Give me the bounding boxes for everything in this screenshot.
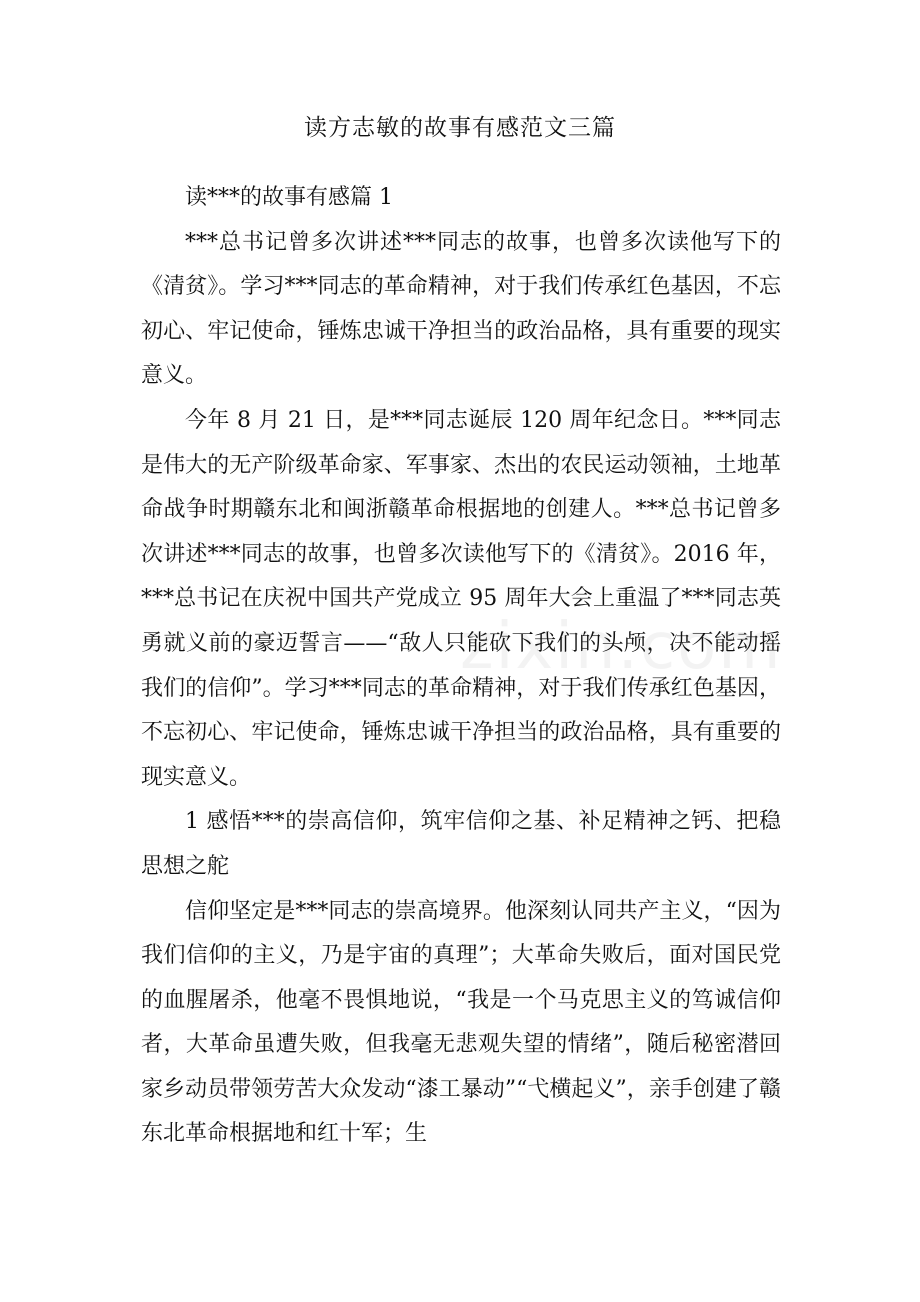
subheading: 1 感悟***的崇高信仰，筑牢信仰之基、补足精神之钙、把稳思想之舵 xyxy=(141,809,781,879)
section-heading: 读***的故事有感篇 1 xyxy=(185,185,393,210)
paragraph: 今年 8 月 21 日，是***同志诞辰 120 周年纪念日。***同志是伟大的无产阶级革命家、军事家、杰出的农民运动领袖，土地革命战争时期赣东北和闽浙赣革命根据地的创建人。***总书记曾多次讲述***同志的故事，也曾多次读他写下的《清贫》。2016 年，***总书记在庆祝中国共产党成立 95 周年大会上重温了***同志英勇就义前的豪迈誓言——“敌人只能砍下我们的头颅，决不能动摇我们的信仰”。学习***同志的革命精神，对于我们传承红色基因，不忘初心、牢记使命，锤炼忠诚干净担当的政治品格，具有重要的现实意义。 xyxy=(141,407,781,790)
paragraph: 信仰坚定是***同志的崇高境界。他深刻认同共产主义，“因为我们信仰的主义，乃是宇宙的真理”；大革命失败后，面对国民党的血腥屠杀，他毫不畏惧地说，“我是一个马克思主义的笃诚信仰者，大革命虽遭失败，但我毫无悲观失望的情绪”，随后秘密潜回家乡动员带领劳苦大众发动“漆工暴动”“弋横起义”，亲手创建了赣东北革命根据地和红十军；生 xyxy=(141,898,781,1147)
paragraph: ***总书记曾多次讲述***同志的故事，也曾多次读他写下的《清贫》。学习***同志的革命精神，对于我们传承红色基因，不忘初心、牢记使命，锤炼忠诚干净担当的政治品格，具有重要的现实意义。 xyxy=(141,229,781,389)
document-body xyxy=(141,176,781,1157)
document-title: 读方志敏的故事有感范文三篇 xyxy=(304,115,616,141)
